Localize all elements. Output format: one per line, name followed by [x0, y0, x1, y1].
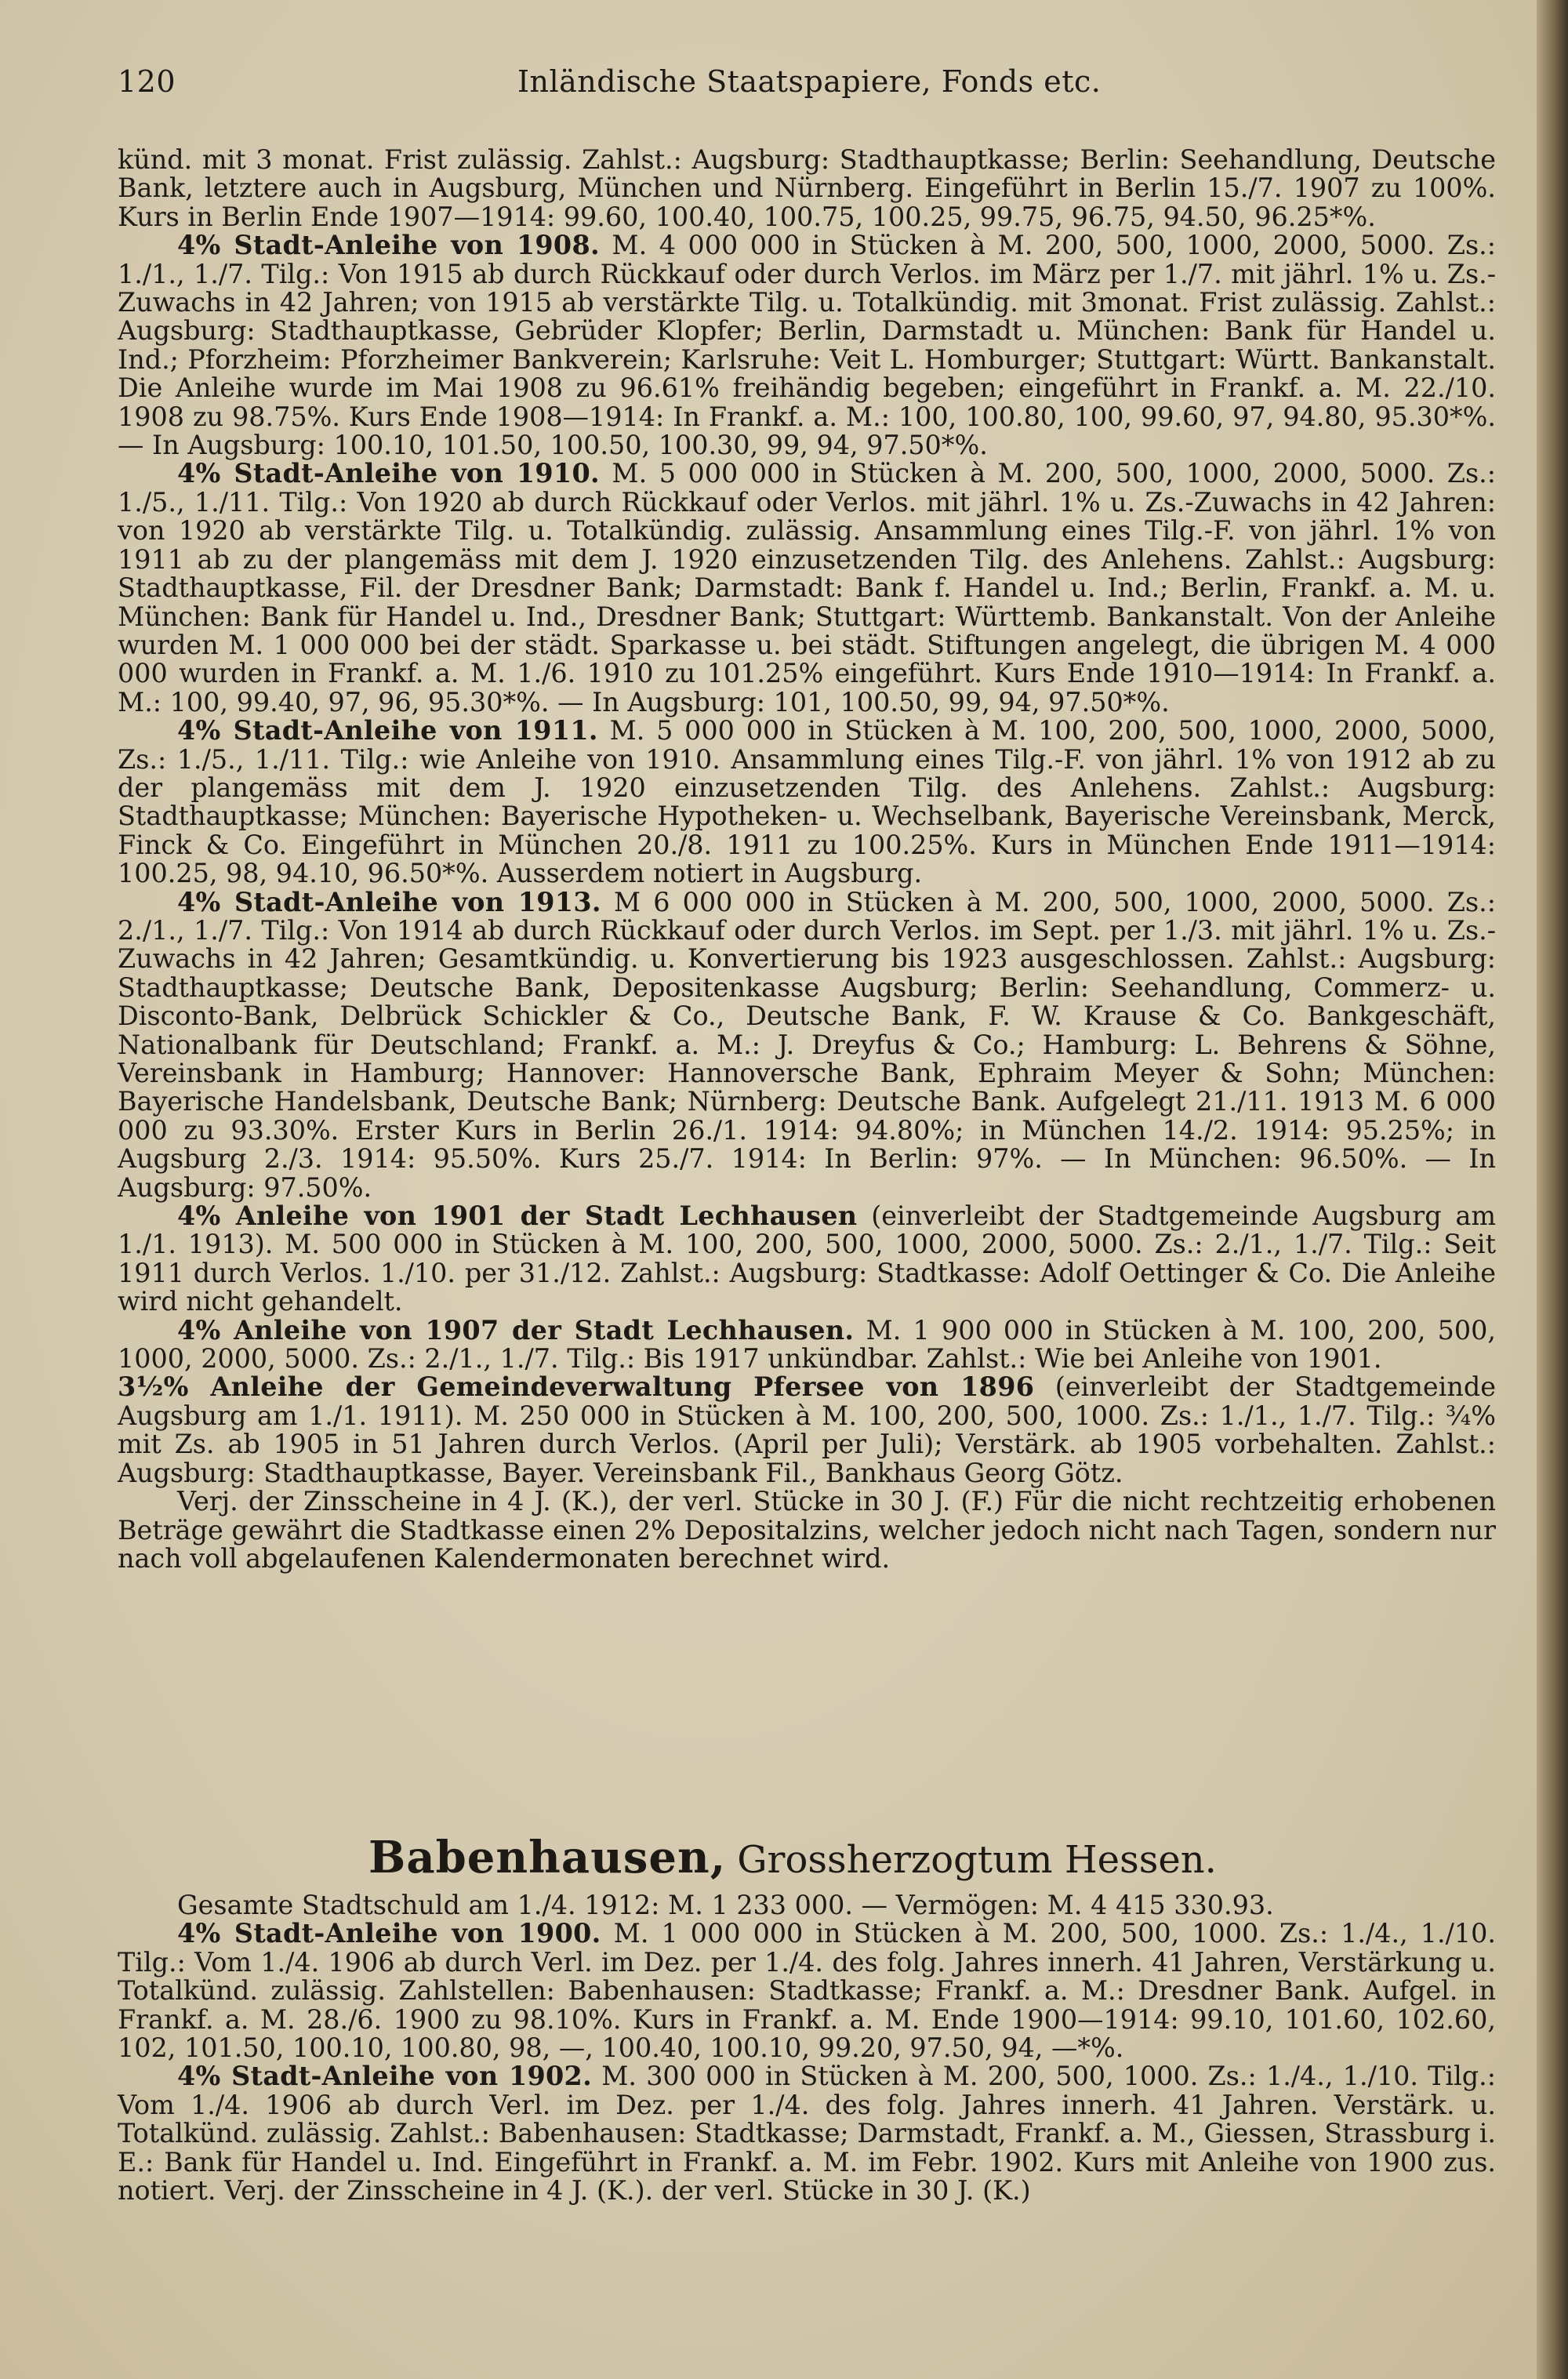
bond-entry-title: 4% Anleihe von 1907 der Stadt Lechhausen. — [177, 1314, 855, 1346]
bond-entry — [118, 459, 1496, 717]
bond-entry-text: M. 300 000 in Stücken à M. 200, 500, 1000. Zs.: 1./4., 1./10. Tilg.: Vom 1./4. 1906 ab durch Verl. im Dez. per 1./4. des folg. Jahres innerh. 41 Jahren. Verstärk. u. Totalkünd. zulässig. Zahlst.: Babenhausen: Stadtkasse; Darmstadt, Frankf. a. M., Giessen, Strassburg i. E.: Bank für Handel u. Ind. Eingeführt in Frankf. a. M. im Febr. 1902. Kurs mit Anleihe von 1900 zus. notiert. Verj. der Zinsscheine in 4 J. (K.). der verl. Stücke in 30 J. (K.) — [118, 2061, 1496, 2206]
section-heading — [368, 1832, 1388, 1894]
city-bond-listings — [118, 146, 1496, 1573]
prescription-note: Verj. der Zinsscheine in 4 J. (K.), der verl. Stücke in 30 J. (F.) Für die nicht rechtzeitig erhobenen Beträge gewährt die Stadtkasse einen 2% Depositalzins, welcher jedoch nicht nach Tagen, sondern nur nach voll abgelaufenen Kalendermonaten berechnet wird. — [118, 1486, 1496, 1574]
bond-entry-title: 4% Anleihe von 1901 der Stadt Lechhausen — [177, 1200, 858, 1232]
bond-entry-title: 4% Stadt-Anleihe von 1913. — [177, 886, 601, 917]
bond-entry-text: (einverleibt der Stadtgemeinde Augsburg am 1./1. 1913). M. 500 000 in Stücken à M. 100, 200, 500, 1000, 2000, 5000. Zs.: 2./1., 1./7. Tilg.: Seit 1911 durch Verlos. 1./10. per 31./12. Zahlst.: Augsburg: Stadtkasse: Adolf Oettinger & Co. Die Anleihe wird nicht gehandelt. — [118, 1200, 1497, 1317]
bond-entry-title: 4% Stadt-Anleihe von 1902. — [177, 2061, 592, 2092]
bond-entry — [118, 1202, 1496, 1317]
bond-entry-title: 4% Stadt-Anleihe von 1900. — [177, 1918, 601, 1949]
bond-entry-text: M. 5 000 000 in Stücken à M. 200, 500, 1000, 2000, 5000. Zs.: 1./5., 1./11. Tilg.: Von 1920 ab durch Rückkauf oder Verlos. mit jährl. 1% u. Zs.-Zuwachs in 42 Jahren: von 1920 ab verstärkte Tilg. u. Totalkündig. zulässig. Ansammlung eines Tilg.-F. von jährl. 1% von 1911 ab zu der plangemäss mit dem J. 1920 einzusetzenden Tilg. des Anlehens. Zahlst.: Augsburg: Stadthauptkasse, Fil. der Dresdner Bank; Darmstadt: Bank f. Handel u. Ind.; Berlin, Frankf. a. M. u. München: Bank für Handel u. Ind., Dresdner Bank; Stuttgart: Württemb. Bankanstalt. Von der Anleihe wurden M. 1 000 000 bei der städt. Sparkasse u. bei städt. Stiftungen angelegt, die übrigen M. 4 000 000 wurden in Frankf. a. M. 1./6. 1910 zu 101.25% eingeführt. Kurs Ende 1910—1914: In Frankf. a. M.: 100, 99.40, 97, 96, 95.30*%. — In Augsburg: 101, 100.50, 99, 94, 97.50*%. — [118, 458, 1496, 717]
debt-summary: Gesamte Stadtschuld am 1./4. 1912: M. 1 233 000. — Vermögen: M. 4 415 330.93. — [177, 1890, 1274, 1920]
bond-entry-title: 4% Stadt-Anleihe von 1908. — [177, 230, 600, 261]
bond-entry — [118, 1373, 1496, 1487]
running-head — [118, 64, 1497, 111]
bond-entry-text: M. 1 900 000 in Stücken à M. 100, 200, 500, 1000, 2000, 5000. Zs.: 2./1., 1./7. Tilg.: Bis 1917 unkündbar. Zahlst.: Wie bei Anleihe von 1901. — [118, 1314, 1496, 1375]
page-binding-edge — [1537, 0, 1568, 2379]
bond-entry-text: (einverleibt der Stadtgemeinde Augsburg am 1./1. 1911). M. 250 000 in Stücken à M. 100, 200, 500, 1000. Zs.: 1./1., 1./7. Tilg.: ¾% mit Zs. ab 1905 in 51 Jahren durch Verlos. (April per Juli); Verstärk. ab 1905 vorbehalten. Zahlst.: Augsburg: Stadthauptkasse, Bayer. Vereinsbank Fil., Bankhaus Georg Götz. — [118, 1371, 1497, 1488]
continuation-paragraph: künd. mit 3 monat. Frist zulässig. Zahlst.: Augsburg: Stadthauptkasse; Berlin: Seehandlung, Deutsche Bank, letztere auch in Augsburg, München und Nürnberg. Eingeführt in Berlin 15./7. 1907 zu 100%. Kurs in Berlin Ende 1907—1914: 99.60, 100.40, 100.75, 100.25, 99.75, 96.75, 94.50, 96.25*%. — [118, 144, 1496, 232]
bond-entry — [118, 888, 1496, 1202]
bond-entry-text: M. 4 000 000 in Stücken à M. 200, 500, 1000, 2000, 5000. Zs.: 1./1., 1./7. Tilg.: Von 1915 ab durch Rückkauf oder durch Verlos. im März per 1./7. mit jährl. 1% u. Zs.-Zuwachs in 42 Jahren; von 1915 ab verstärkte Tilg. u. Totalkündig. mit 3monat. Frist zulässig. Zahlst.: Augsburg: Stadthauptkasse, Gebrüder Klopfer; Berlin, Darmstadt u. München: Bank für Handel u. Ind.; Pforzheim: Pforzheimer Bankverein; Karlsruhe: Veit L. Homburger; Stuttgart: Württ. Bankanstalt. Die Anleihe wurde im Mai 1908 zu 96.61% freihändig begeben; eingeführt in Frankf. a. M. 22./10. 1908 zu 98.75%. Kurs Ende 1908—1914: In Frankf. a. M.: 100, 100.80, 100, 99.60, 97, 94.80, 95.30*%. — In Augsburg: 100.10, 101.50, 100.50, 100.30, 99, 94, 97.50*%. — [118, 230, 1496, 461]
bond-entry — [118, 1314, 1496, 1375]
bond-entry-title: 4% Stadt-Anleihe von 1911. — [177, 715, 598, 746]
bond-entry — [118, 231, 1496, 459]
bond-entry-text: M 6 000 000 in Stücken à M. 200, 500, 1000, 2000, 5000. Zs.: 2./1., 1./7. Tilg.: Von 1914 ab durch Rückkauf oder durch Verlos. im Sept. per 1./3. mit jährl. 1% u. Zs.-Zuwachs in 42 Jahren; Gesamtkündig. u. Konvertierung bis 1923 ausgeschlossen. Zahlst.: Augsburg: Stadthauptkasse; Deutsche Bank, Depositenkasse Augsburg; Berlin: Seehandlung, Commerz- u. Disconto-Bank, Delbrück Schickler & Co., Deutsche Bank, F. W. Krause & Co. Bankgeschäft, Nationalbank für Deutschland; Frankf. a. M.: J. Dreyfus & Co.; Hamburg: L. Behrens & Söhne, Vereinsbank in Hamburg; Hannover: Hannoversche Bank, Ephraim Meyer & Sohn; München: Bayerische Handelsbank, Deutsche Bank; Nürnberg: Deutsche Bank. Aufgelegt 21./11. 1913 M. 6 000 000 zu 93.30%. Erster Kurs in Berlin 26./1. 1914: 94.80%; in München 14./2. 1914: 95.25%; in Augsburg 2./3. 1914: 95.50%. Kurs 25./7. 1914: In Berlin: 97%. — In München: 96.50%. — In Augsburg: 97.50%. — [118, 886, 1496, 1203]
bond-entry-title: 3½% Anleihe der Gemeindeverwaltung Pfersee von 1896 — [118, 1371, 1035, 1403]
section-city: Babenhausen, — [368, 1832, 727, 1883]
page-number: 120 — [118, 64, 176, 99]
bond-entry — [118, 717, 1496, 888]
bond-entry-text: M. 5 000 000 in Stücken à M. 100, 200, 500, 1000, 2000, 5000, Zs.: 1./5., 1./11. Tilg.: wie Anleihe von 1910. Ansammlung eines Tilg.-F. von jährl. 1% von 1912 ab zu der plangemäss mit dem J. 1920 einzusetzenden Tilg. des Anlehens. Zahlst.: Augsburg: Stadthauptkasse; München: Bayerische Hypotheken- u. Wechselbank, Bayerische Vereinsbank, Merck, Finck & Co. Eingeführt in München 20./8. 1911 zu 100.25%. Kurs in München Ende 1911—1914: 100.25, 98, 94.10, 96.50*%. Ausserdem notiert in Augsburg. — [118, 715, 1496, 889]
babenhausen-listings — [118, 1891, 1496, 2205]
bond-entry — [118, 1920, 1496, 2062]
bond-entry-title: 4% Stadt-Anleihe von 1910. — [177, 458, 600, 489]
bond-entry — [118, 2062, 1496, 2205]
page-title: Inländische Staatspapiere, Fonds etc. — [517, 64, 1102, 99]
section-region: Grossherzogtum Hessen. — [737, 1838, 1217, 1882]
bond-entry-text: M. 1 000 000 in Stücken à M. 200, 500, 1000. Zs.: 1./4., 1./10. Tilg.: Vom 1./4. 1906 ab durch Verl. im Dez. per 1./4. des folg. Jahres innerh. 41 Jahren, Verstärkung u. Totalkünd. zulässig. Zahlstellen: Babenhausen: Stadtkasse; Frankf. a. M.: Dresdner Bank. Aufgel. in Frankf. a. M. 28./6. 1900 zu 98.10%. Kurs in Frankf. a. M. Ende 1900—1914: 99.10, 101.60, 102.60, 102, 101.50, 100.10, 100.80, 98, —, 100.40, 100.10, 99.20, 97.50, 94, —*%. — [118, 1918, 1496, 2064]
